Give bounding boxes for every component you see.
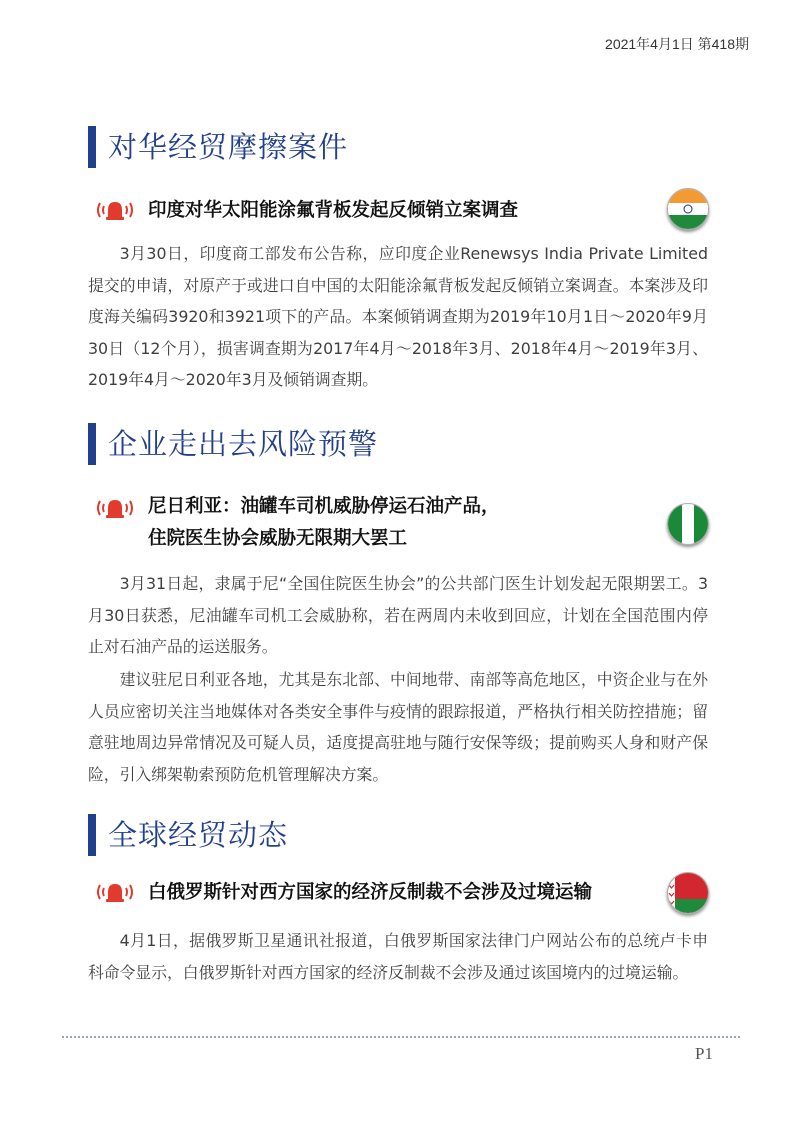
news-paragraph: 建议驻尼日利亚各地，尤其是东北部、中间地带、南部等高危地区，中资企业与在外人员应密切关注当地媒体对各类安全事件与疫情的跟踪报道，严格执行相关防控措施；留意驻地周边异常情况及可疑人员，适度提高驻地与随行安保等级；提前购买人身和财产保险，引入绑架勒索预防危机管理解决方案。 [88,670,708,784]
india-flag-icon [667,188,709,230]
section-title-trade-friction: 对华经贸摩擦案件 [88,126,348,168]
footer-divider [62,1036,740,1038]
news-paragraph: 3月30日，印度商工部发布公告称，应印度企业Renewsys India Private Limited提交的申请，对原产于或进口自中国的太阳能涂氟背板发起反倾销立案调查。本案涉及印度海关编码3920和3921项下的产品。本案倾销调查期为2019年10月1日～2020年9月30日（12个月），损害调查期为2017年4月～2018年3月、2018年4月～2019年3月、2019年4月～2020年3月及倾销调查期。 [88,244,708,389]
news-header [88,491,708,555]
headline: 白俄罗斯针对西方国家的经济反制裁不会涉及过境运输 [148,882,593,903]
headline: 印度对华太阳能涂氟背板发起反倾销立案调查 [148,200,519,221]
headline-line-2: 住院医生协会威胁无限期大罢工 [148,528,408,549]
nigeria-flag-icon [667,503,709,545]
news-header [88,877,708,909]
news-header [88,195,708,227]
alarm-bell-icon [94,199,136,221]
section-title-risk-warning: 企业走出去风险预警 [88,423,378,465]
alarm-bell-icon [94,881,136,903]
headline-line-1: 尼日利亚：油罐车司机威胁停运石油产品， [148,496,500,517]
news-paragraph: 3月31日起，隶属于尼“全国住院医生协会”的公共部门医生计划发起无限期罢工。3月30日获悉，尼油罐车司机工会威胁称，若在两周内未收到回应，计划在全国范围内停止对石油产品的运送服务。 [88,574,708,656]
section-title-global-trade: 全球经贸动态 [88,814,288,856]
alarm-bell-icon [94,497,136,519]
belarus-flag-icon [667,872,709,914]
page-number: P1 [695,1044,713,1063]
issue-date: 2021年4月1日 第418期 [605,36,749,52]
news-paragraph: 4月1日，据俄罗斯卫星通讯社报道，白俄罗斯国家法律门户网站公布的总统卢卡申科命令显示，白俄罗斯针对西方国家的经济反制裁不会涉及通过该国境内的过境运输。 [88,931,708,982]
